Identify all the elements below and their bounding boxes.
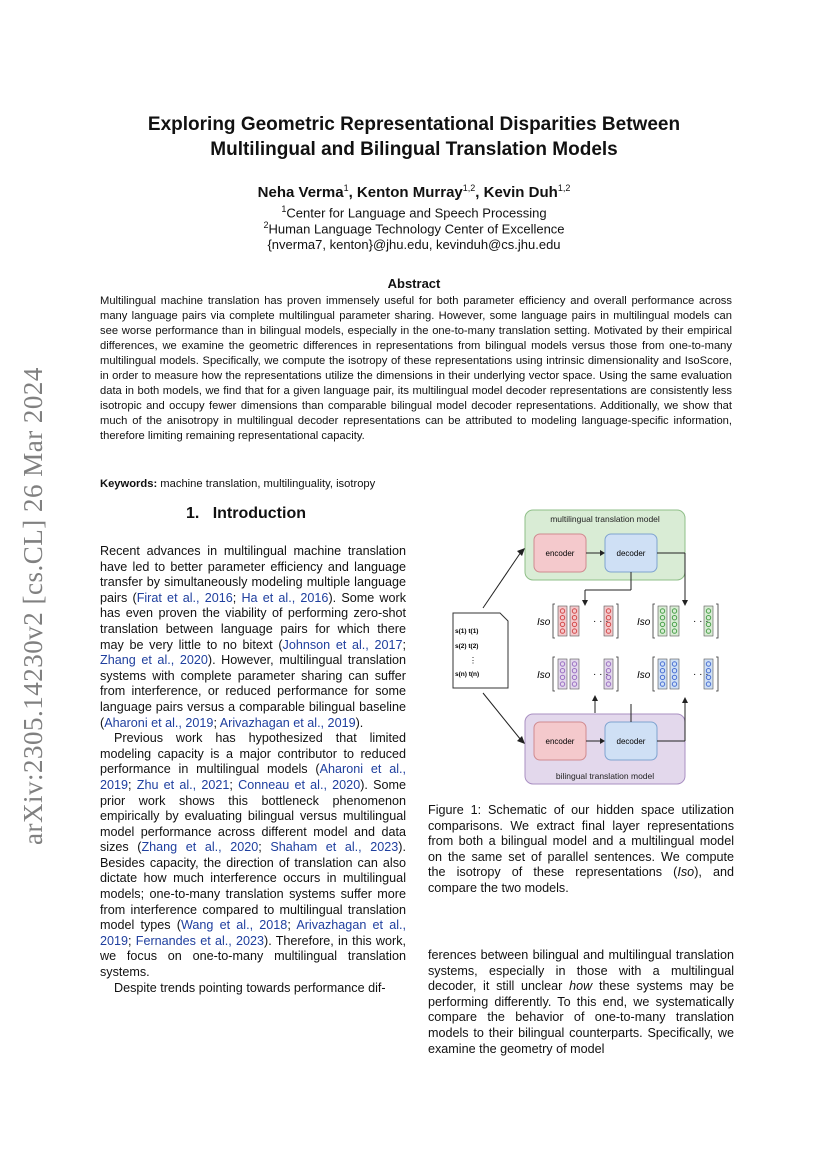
bi-encoder-label: encoder (545, 737, 575, 746)
arrowhead (682, 697, 688, 703)
iso-label: Iso (537, 617, 551, 628)
emphasis: how (569, 979, 593, 994)
text-run: ). Some prior work shows this bottleneck phenomenon empirically by evaluating bilingual versus multilingual model performance across different model and data sizes ( (100, 777, 407, 855)
iso-label: Iso (637, 617, 651, 628)
vector-column (558, 659, 567, 689)
sentence-n: s(n) t(n) (455, 671, 480, 678)
author-2: Kenton Murray (356, 184, 463, 201)
author-1: Neha Verma (257, 184, 344, 201)
arrowhead (682, 600, 688, 606)
caption-text: Figure 1: Schematic of our hidden space utilization comparisons. We extract final layer representations from both a bilingual model and a multilingual model on the same set of parallel sentences. We compute the isotropy of these representations ( (428, 803, 734, 880)
section-number: 1. (186, 505, 200, 522)
author-emails: {nverma7, kenton}@jhu.edu, kevinduh@cs.jhu.edu (267, 237, 561, 252)
citation-link[interactable]: Fernandes et al., 2023 (135, 933, 264, 948)
author-separator: , (348, 184, 357, 201)
citation-link[interactable]: Zhang et al., 2020 (141, 840, 259, 855)
intro-left-column (100, 544, 406, 996)
vector-column (570, 659, 579, 689)
text-run: ferences between bilingual and multilingual translation systems, especially in those with a multilingual decoder, it still unclear (428, 948, 734, 994)
sentence-2: s(2) t(2) (455, 643, 479, 650)
bilingual-model-label: bilingual translation model (555, 771, 655, 781)
keywords-text: machine translation, multilinguality, isotropy (157, 478, 376, 490)
text-run: ; (258, 840, 271, 855)
caption-iso: Iso (677, 865, 695, 880)
intro-paragraph-2 (100, 731, 406, 981)
text-run: Recent advances in multilingual machine translation have led to better parameter efficiency and language transfer by simultaneously modeling multiple language pairs ( (100, 544, 406, 605)
ellipsis: · · · (593, 669, 609, 680)
affiliation-2 (0, 220, 828, 236)
text-run: Previous work has hypothesized that limited modeling capacity is a major contributor to reduced performance in multilingual models ( (100, 731, 406, 777)
section-title: Introduction (212, 505, 306, 522)
citation-link[interactable]: Aharoni et al., 2019 (104, 715, 214, 730)
text-run: these systems may be performing differently. To this end, we systematically compare the behavior of one-to-many translation models to their bilingual counterparts. Specifically, we examine the geometry of model (428, 979, 734, 1056)
author-list (0, 183, 828, 201)
vector-column (658, 606, 667, 636)
multi-encoder-label: encoder (545, 549, 575, 558)
section-heading (186, 505, 306, 523)
text-run: ). (355, 715, 364, 730)
citation-link[interactable]: Wang et al., 2018 (180, 918, 288, 933)
text-run: ). Therefore, in this work, we focus on one-to-many multilingual translation systems. (100, 933, 406, 980)
abstract-text: Multilingual machine translation has proven immensely useful for both parameter efficiency and overall performance across many language pairs via complete multilingual parameter sharing. However, some language pairs in multilingual models can see worse performance than in bilingual models, especially in the one-to-many translation setting. Motivated by their empirical differences, we examine the geometric differences in representations from bilingual models versus those from one-to-many multilingual models. Specifically, we compute the isotropy of these representations using intrinsic dimensionality and IsoScore, in order to measure how the representations utilize the dimensions in their underlying vector space. Using the same evaluation data in both models, we find that for a given language pair, its multilingual model decoder representations are consistently less isotropic and occupy fewer dimensions than comparable bilingual model decoder representations. Additionally, we show that much of the anisotropy in multilingual decoder representations can be attributed to modeling language-specific information, therefore limiting remaining representational capacity. (100, 295, 732, 442)
text-run: ; (213, 715, 220, 730)
citation-link[interactable]: Zhang et al., 2020 (100, 653, 208, 668)
citation-link[interactable]: Ha et al., 2016 (241, 590, 329, 605)
vector-column (570, 606, 579, 636)
sentence-1: s(1) t(1) (455, 628, 479, 635)
intro-right-column (428, 948, 734, 1057)
ellipsis: · · · (693, 616, 709, 627)
intro-paragraph-1 (100, 544, 406, 731)
text-run: ; (229, 777, 239, 792)
vector-column (558, 606, 567, 636)
affiliation-1-sup: 1 (281, 204, 287, 214)
arrow (483, 693, 521, 740)
bi-decoder-label: decoder (616, 737, 646, 746)
text-run: ; (232, 590, 242, 605)
citation-link[interactable]: Shaham et al., 2023 (270, 840, 399, 855)
arrowhead (592, 695, 598, 701)
ellipsis: · · · (593, 616, 609, 627)
author-separator: , (475, 184, 484, 201)
author-1-affil: 1 (343, 183, 349, 193)
text-run: ). Some work has even proven the viability of performing zero-shot translation between language pairs for which there may be very little to no bitext ( (100, 590, 406, 652)
affiliation-1-text: Center for Language and Speech Processing (286, 205, 547, 221)
arrowhead (517, 548, 525, 556)
keywords-label: Keywords: (100, 478, 158, 490)
caption-text-end: ), and compare the two models. (428, 865, 734, 895)
affiliation-2-sup: 2 (263, 220, 269, 230)
author-3-affil: 1,2 (557, 183, 571, 193)
iso-label: Iso (637, 670, 651, 681)
title-line-2: Multilingual and Bilingual Translation Models (210, 139, 618, 160)
intro-paragraph-3: Despite trends pointing towards performance dif- (114, 980, 386, 995)
text-run: ; (128, 933, 136, 948)
author-2-affil: 1,2 (462, 183, 476, 193)
vertical-dots: ⋮ (469, 656, 477, 665)
citation-link[interactable]: Aharoni et al., 2019 (100, 762, 406, 792)
multilingual-model-label: multilingual translation model (550, 514, 660, 524)
citation-link[interactable]: Johnson et al., 2017 (282, 637, 403, 652)
keywords (100, 478, 375, 490)
vector-column (670, 606, 679, 636)
figure-1-schematic (445, 508, 725, 788)
abstract-heading: Abstract (387, 276, 441, 291)
text-run: ; (287, 918, 297, 933)
citation-link[interactable]: Firat et al., 2016 (136, 590, 233, 605)
paper-title (0, 112, 828, 162)
citation-link[interactable]: Zhu et al., 2021 (136, 777, 230, 792)
text-run: ). However, multilingual translation systems with complete parameter sharing can suffer from interference, or reduced performance for some language pairs versus a comparable bilingual baseline ( (100, 653, 407, 730)
vector-column (670, 659, 679, 689)
text-run: ; (128, 777, 137, 792)
ellipsis: · · · (693, 669, 709, 680)
iso-label: Iso (537, 670, 551, 681)
text-run: ). Besides capacity, the direction of translation can also dictate how much interference occurs in multilingual models; one-to-many translation systems suffer more from interference compared to multilingual translation model types ( (100, 840, 406, 933)
arrow (483, 552, 521, 608)
affiliation-2-text: Human Language Technology Center of Excellence (268, 221, 565, 237)
vector-column (658, 659, 667, 689)
author-3: Kevin Duh (483, 184, 558, 201)
citation-link[interactable]: Conneau et al., 2020 (238, 777, 361, 792)
text-run: ; (402, 637, 406, 652)
arxiv-identifier: arXiv:2305.14230v2 [cs.CL] 26 Mar 2024 (18, 367, 48, 845)
citation-link[interactable]: Arivazhagan et al., 2019 (100, 918, 407, 948)
affiliation-1 (0, 204, 828, 220)
title-line-1: Exploring Geometric Representational Disparities Between (147, 114, 681, 135)
arrowhead (582, 600, 588, 606)
citation-link[interactable]: Arivazhagan et al., 2019 (219, 715, 356, 730)
figure-caption (428, 803, 734, 897)
multi-decoder-label: decoder (616, 549, 646, 558)
